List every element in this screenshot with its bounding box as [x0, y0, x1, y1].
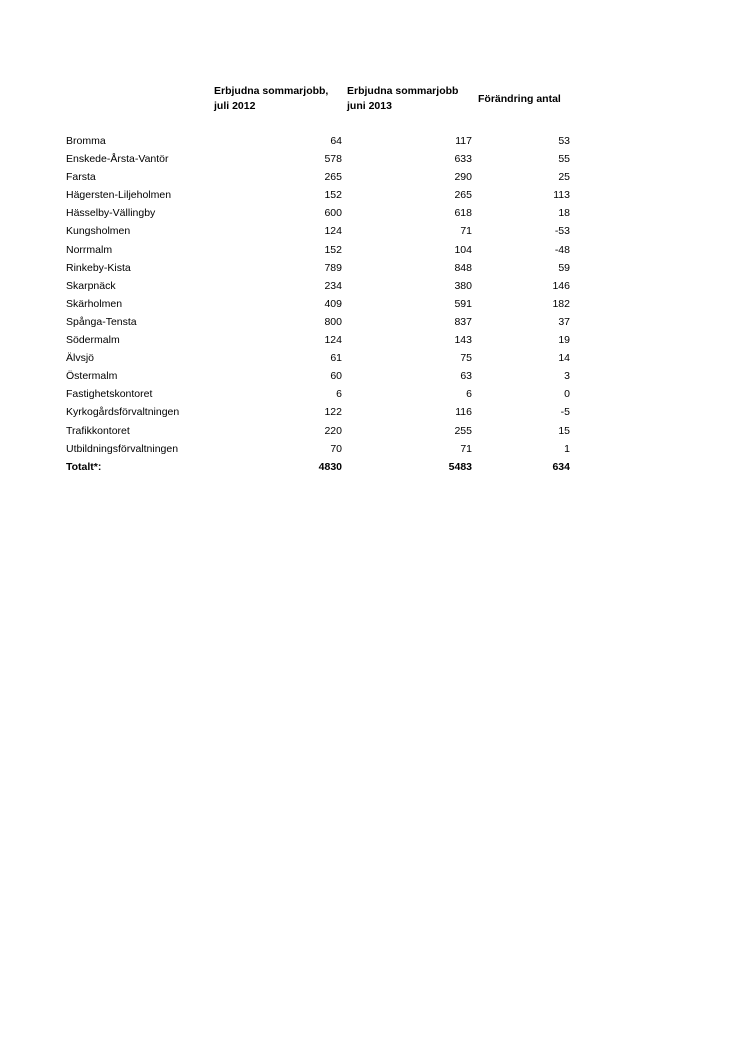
table-row	[0, 150, 746, 168]
row-label: Enskede-Årsta-Vantör	[66, 153, 169, 166]
row-label: Spånga-Tensta	[66, 315, 137, 328]
value-june-2013: 290	[454, 171, 472, 184]
header-col3-label: Förändring antal	[478, 93, 561, 105]
value-june-2013: 116	[455, 406, 472, 419]
table-row	[0, 132, 746, 150]
value-change: 53	[558, 135, 570, 147]
table-row	[0, 186, 746, 204]
table-row	[0, 313, 746, 331]
value-june-2013: 265	[454, 189, 472, 202]
value-change: -53	[554, 225, 570, 238]
value-june-2013: 591	[454, 297, 472, 310]
header-offered-jobs-june-2013	[347, 84, 473, 114]
table-row	[0, 367, 746, 385]
value-june-2013: 75	[460, 352, 472, 365]
table-row	[0, 204, 746, 222]
table-row	[0, 349, 746, 367]
header-col2-line2: juni 2013	[347, 100, 392, 112]
table-body	[0, 132, 746, 476]
header-col2-line1: Erbjudna sommarjobb	[347, 85, 459, 97]
value-change: -5	[560, 406, 570, 419]
row-label: Utbildningsförvaltningen	[66, 442, 179, 455]
table-row	[0, 259, 746, 277]
value-july-2012: 124	[324, 225, 342, 238]
row-label: Trafikkontoret	[66, 424, 130, 437]
table-row	[0, 295, 746, 313]
value-july-2012: 60	[330, 370, 342, 383]
header-offered-jobs-july-2012	[214, 84, 342, 114]
table-row	[0, 222, 746, 240]
value-change: 182	[552, 297, 570, 310]
row-label: Totalt*:	[66, 460, 102, 473]
header-change-count	[478, 92, 574, 107]
value-change: 19	[558, 334, 570, 347]
row-label: Älvsjö	[66, 352, 95, 365]
value-june-2013: 848	[454, 261, 472, 274]
value-june-2013: 6	[466, 388, 472, 401]
table-row	[0, 168, 746, 186]
row-label: Skarpnäck	[66, 279, 116, 292]
table-row	[0, 241, 746, 259]
row-label: Östermalm	[66, 370, 118, 383]
value-july-2012: 578	[324, 153, 342, 166]
value-july-2012: 409	[324, 297, 342, 310]
value-july-2012: 122	[324, 406, 342, 419]
row-label: Farsta	[66, 171, 96, 184]
value-change: 113	[553, 189, 570, 202]
value-july-2012: 789	[324, 261, 342, 274]
value-change: 55	[558, 153, 570, 166]
value-june-2013: 117	[455, 135, 472, 147]
value-june-2013: 63	[460, 370, 472, 383]
value-june-2013: 633	[454, 153, 472, 166]
table-row	[0, 422, 746, 440]
value-july-2012: 61	[330, 352, 342, 365]
value-july-2012: 600	[324, 207, 342, 220]
value-july-2012: 265	[324, 171, 342, 184]
value-june-2013: 71	[460, 442, 472, 455]
value-june-2013: 104	[454, 243, 472, 256]
table-row	[0, 403, 746, 421]
value-july-2012: 800	[324, 315, 342, 328]
value-change: -48	[554, 243, 570, 256]
value-june-2013: 837	[454, 315, 472, 328]
value-change: 0	[564, 388, 570, 401]
row-label: Fastighetskontoret	[66, 388, 153, 401]
value-june-2013: 143	[454, 334, 472, 347]
value-change: 146	[552, 279, 570, 292]
value-july-2012: 6	[336, 388, 342, 401]
row-label: Rinkeby-Kista	[66, 261, 131, 274]
value-june-2013: 71	[460, 225, 472, 238]
row-label: Skärholmen	[66, 297, 123, 310]
row-label: Kungsholmen	[66, 225, 131, 238]
value-june-2013: 255	[454, 424, 472, 437]
value-change: 3	[564, 370, 570, 383]
row-label: Kyrkogårdsförvaltningen	[66, 406, 180, 419]
value-change: 14	[558, 352, 570, 365]
value-change: 59	[558, 261, 570, 274]
value-july-2012: 234	[324, 279, 342, 292]
row-label: Södermalm	[66, 334, 120, 347]
value-june-2013: 5483	[448, 460, 472, 473]
table-row	[0, 385, 746, 403]
value-july-2012: 152	[324, 189, 342, 202]
value-change: 18	[558, 207, 570, 220]
row-label: Hägersten-Liljeholmen	[66, 189, 172, 202]
row-label: Hässelby-Vällingby	[66, 207, 156, 220]
table-row	[0, 331, 746, 349]
value-july-2012: 4830	[318, 460, 342, 473]
value-july-2012: 64	[330, 135, 342, 147]
table-row	[0, 277, 746, 295]
value-june-2013: 380	[454, 279, 472, 292]
value-change: 1	[564, 442, 570, 455]
value-change: 37	[558, 315, 570, 328]
value-july-2012: 70	[330, 442, 342, 455]
table-total-row	[0, 458, 746, 476]
header-col1-line2: juli 2012	[214, 100, 256, 112]
table-row	[0, 440, 746, 458]
value-july-2012: 220	[324, 424, 342, 437]
value-change: 15	[558, 424, 570, 437]
row-label: Bromma	[66, 135, 106, 147]
value-july-2012: 152	[324, 243, 342, 256]
row-label: Norrmalm	[66, 243, 113, 256]
header-col1-line1: Erbjudna sommarjobb,	[214, 85, 329, 97]
value-july-2012: 124	[324, 334, 342, 347]
value-change: 25	[558, 171, 570, 184]
value-june-2013: 618	[454, 207, 472, 220]
value-change: 634	[552, 460, 570, 473]
